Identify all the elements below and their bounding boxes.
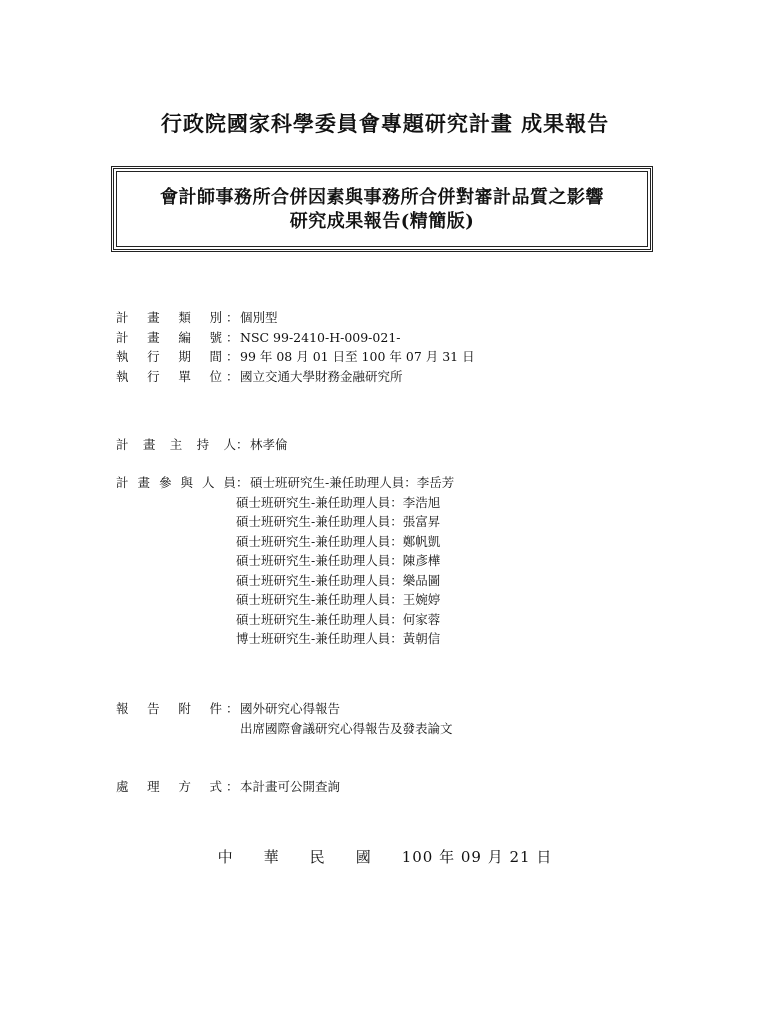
participant-member: 碩士班研究生-兼任助理人員：樂品圖 [236,572,441,588]
pi-row: 計 畫 主 持 人 ： 林孝倫 [116,435,288,455]
info-label: 執 行 單 位 [116,368,222,384]
info-row-number: 計 畫 編 號 ： NSC 99-2410-H-009-021- [116,328,475,348]
participants-block [116,473,454,649]
report-main-title: 行政院國家科學委員會專題研究計畫 成果報告 [160,111,610,136]
info-value-type: 個別型 [240,310,278,325]
pi-label: 計 畫 主 持 人 [116,437,236,452]
attachment-item: 出席國際會議研究心得報告及發表論文 [240,720,453,736]
info-label: 執 行 期 間 [116,349,222,364]
handling-row: 處 理 方 式 ： 本計畫可公開查詢 [116,777,340,797]
participant-member: 碩士班研究生-兼任助理人員：何家蓉 [236,611,441,627]
report-date: 中 華 民 國 100 年 09 月 21 日 [217,848,553,866]
participant-member: 碩士班研究生-兼任助理人員：鄭帆凱 [236,533,441,549]
participant-member: 碩士班研究生-兼任助理人員：李岳芳 [250,475,455,490]
attachments-label: 報 告 附 件 [116,701,222,716]
info-value-number: NSC 99-2410-H-009-021- [240,329,401,345]
project-title-line-2: 研究成果報告(精簡版) [289,211,475,232]
participant-member: 碩士班研究生-兼任助理人員：陳彥樺 [236,553,441,568]
project-title-box [111,166,653,252]
attachment-item: 國外研究心得報告 [240,701,341,716]
handling-label: 處 理 方 式 [116,779,222,794]
participant-row [116,610,454,630]
attachments-row [116,719,453,739]
participant-member: 碩士班研究生-兼任助理人員：張富昇 [236,514,441,529]
project-title-line-1: 會計師事務所合併因素與事務所合併對審計品質之影響 [160,187,604,208]
participant-member: 碩士班研究生-兼任助理人員：王婉婷 [236,592,441,607]
participants-row: 計 畫 參 與 人 員 ： 碩士班研究生-兼任助理人員：李岳芳 [116,473,454,493]
participant-row [116,629,454,649]
project-info-block [116,308,475,386]
participant-row [116,532,454,552]
attachments-row: 報 告 附 件 ： 國外研究心得報告 [116,699,453,719]
info-label: 計 畫 類 別 [116,310,222,325]
participant-row [116,571,454,591]
handling-value: 本計畫可公開查詢 [240,779,341,794]
handling-block [116,777,340,797]
info-label: 計 畫 編 號 [116,329,222,345]
pi-block [116,435,288,455]
info-row-period: 執 行 期 間 ： 99 年 08 月 01 日至 100 年 07 月 31 日 [116,347,475,367]
participant-row [116,493,454,513]
info-value-period: 99 年 08 月 01 日至 100 年 07 月 31 日 [240,349,475,364]
info-value-unit: 國立交通大學財務金融研究所 [240,368,403,384]
participant-row [116,512,454,532]
pi-name: 林孝倫 [250,437,288,452]
info-row-unit: 執 行 單 位 ： 國立交通大學財務金融研究所 [116,367,475,387]
participant-row [116,590,454,610]
participant-member: 博士班研究生-兼任助理人員：黃朝信 [236,631,441,646]
info-row-type: 計 畫 類 別 ： 個別型 [116,308,475,328]
attachments-block [116,699,453,738]
participant-row [116,551,454,571]
participant-member: 碩士班研究生-兼任助理人員：李浩旭 [236,494,441,510]
participants-label: 計 畫 參 與 人 員 [116,475,236,490]
